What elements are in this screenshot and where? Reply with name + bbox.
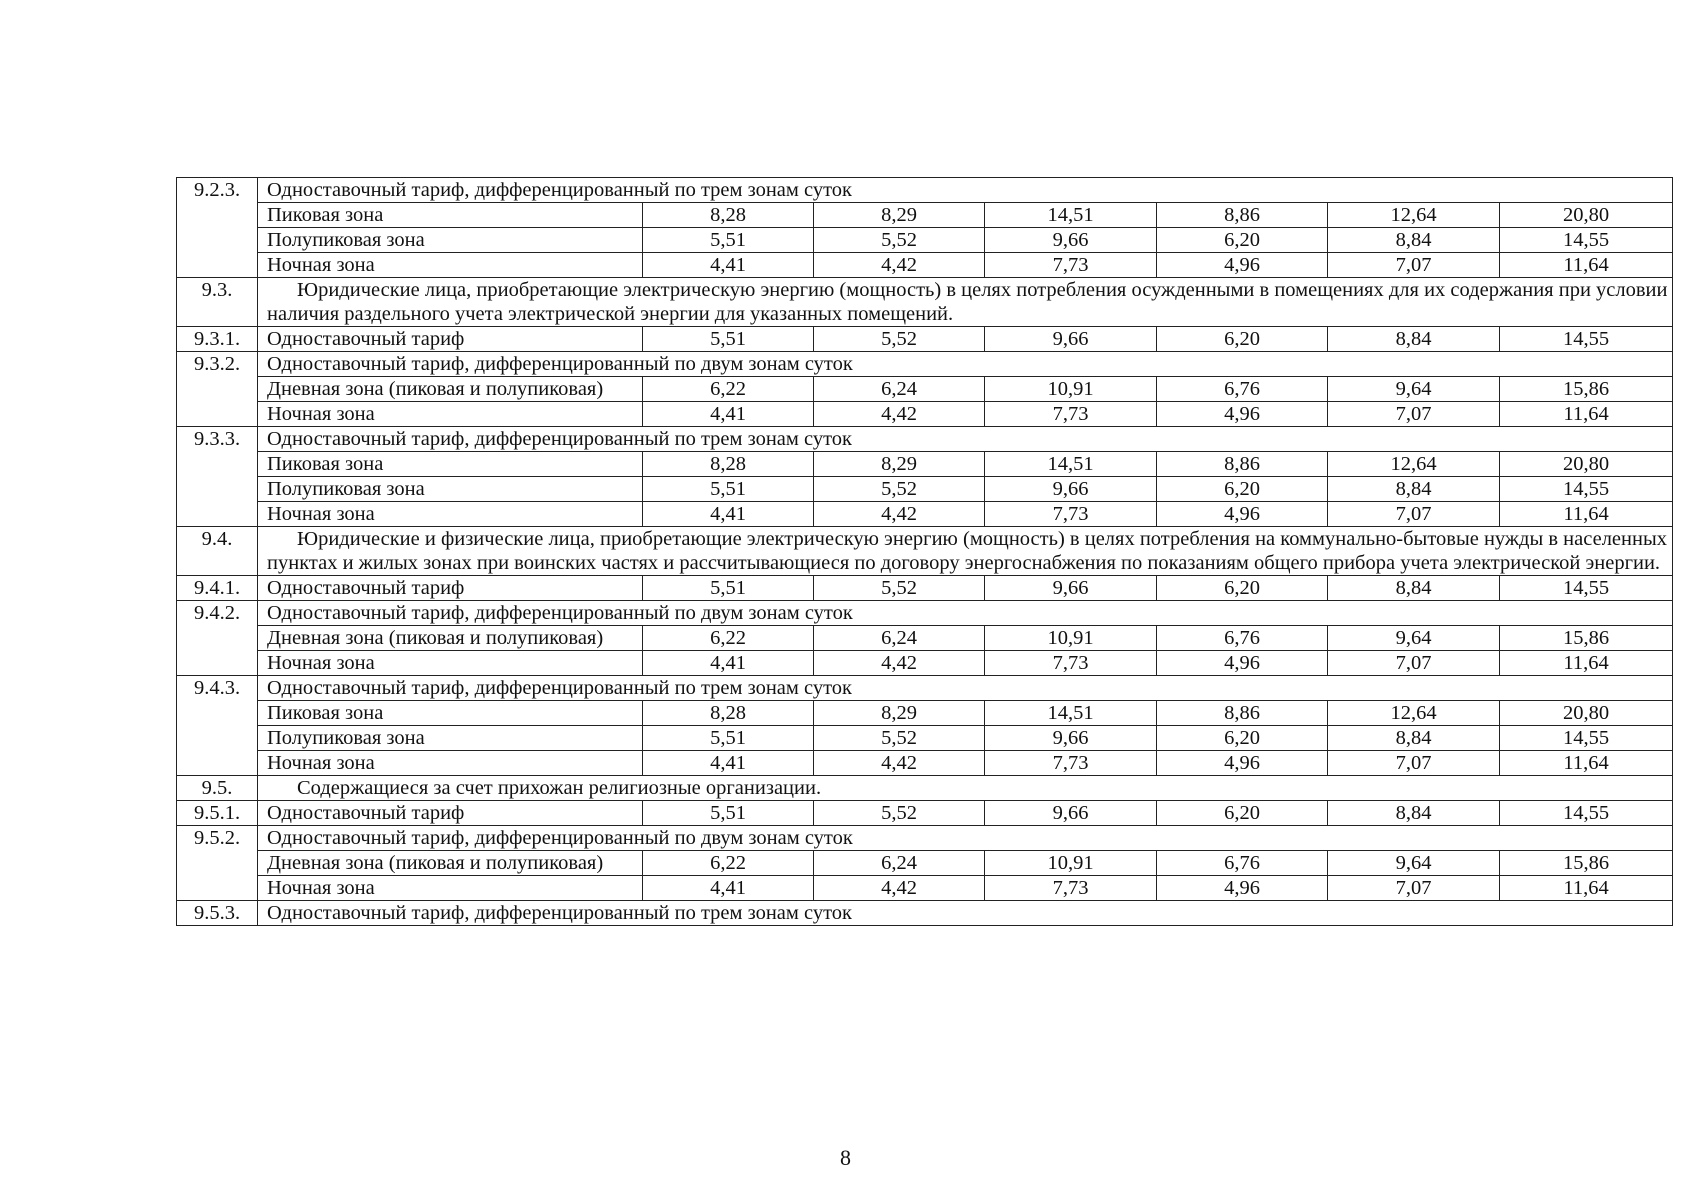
tariff-value: 7,07: [1328, 402, 1500, 427]
table-row: [177, 203, 1673, 228]
table-row: [177, 352, 1673, 377]
tariff-value: 8,86: [1157, 203, 1328, 228]
tariff-value: 4,96: [1157, 651, 1328, 676]
tariff-value: 6,76: [1157, 377, 1328, 402]
table-row: [177, 228, 1673, 253]
tariff-value: 12,64: [1328, 452, 1500, 477]
tariff-value: 5,51: [643, 228, 814, 253]
zone-label: Полупиковая зона: [258, 726, 643, 751]
zone-label: Полупиковая зона: [258, 477, 643, 502]
table-row: [177, 826, 1673, 851]
tariff-value: 4,96: [1157, 751, 1328, 776]
tariff-value: 8,28: [643, 452, 814, 477]
row-code: 9.4.3.: [177, 676, 258, 776]
table-row: [177, 726, 1673, 751]
tariff-value: 9,66: [985, 726, 1157, 751]
tariff-value: 6,24: [814, 851, 985, 876]
table-row: [177, 751, 1673, 776]
tariff-value: 11,64: [1500, 876, 1673, 901]
tariff-value: 4,41: [643, 502, 814, 527]
section-header: Одноставочный тариф, дифференцированный по двум зонам суток: [258, 601, 1673, 626]
table-row: [177, 377, 1673, 402]
tariff-value: 6,24: [814, 626, 985, 651]
table-row: [177, 701, 1673, 726]
tariff-value: 4,41: [643, 402, 814, 427]
row-code: 9.3.2.: [177, 352, 258, 427]
table-row: [177, 427, 1673, 452]
tariff-value: 14,55: [1500, 327, 1673, 352]
tariff-value: 14,51: [985, 203, 1157, 228]
row-code: 9.3.3.: [177, 427, 258, 527]
tariff-value: 7,73: [985, 402, 1157, 427]
tariff-value: 8,84: [1328, 477, 1500, 502]
tariff-value: 5,51: [643, 477, 814, 502]
table-row: [177, 253, 1673, 278]
tariff-value: 6,20: [1157, 801, 1328, 826]
tariff-value: 5,52: [814, 726, 985, 751]
zone-label: Ночная зона: [258, 253, 643, 278]
table-row: [177, 876, 1673, 901]
row-label: Одноставочный тариф: [258, 576, 643, 601]
tariff-value: 5,52: [814, 801, 985, 826]
tariff-value: 14,51: [985, 452, 1157, 477]
table-row: [177, 527, 1673, 576]
tariff-value: 11,64: [1500, 651, 1673, 676]
consumer-group-text: Содержащиеся за счет прихожан религиозные организации.: [297, 777, 822, 799]
tariff-value: 6,20: [1157, 228, 1328, 253]
tariff-value: 4,96: [1157, 253, 1328, 278]
tariff-value: 10,91: [985, 626, 1157, 651]
consumer-group-description: [258, 527, 1673, 576]
zone-label: Ночная зона: [258, 876, 643, 901]
table-row: [177, 278, 1673, 327]
tariff-value: 10,91: [985, 851, 1157, 876]
zone-label: Ночная зона: [258, 502, 643, 527]
tariff-value: 20,80: [1500, 701, 1673, 726]
tariff-table: [176, 177, 1673, 926]
tariff-value: 9,64: [1328, 851, 1500, 876]
tariff-value: 8,29: [814, 203, 985, 228]
row-label: Одноставочный тариф: [258, 327, 643, 352]
tariff-value: 7,07: [1328, 253, 1500, 278]
page-number: 8: [840, 1145, 851, 1170]
tariff-value: 6,22: [643, 377, 814, 402]
tariff-value: 4,42: [814, 876, 985, 901]
tariff-value: 15,86: [1500, 851, 1673, 876]
consumer-group-text: Юридические лица, приобретающие электрическую энергию (мощность) в целях потребления осужденными в помещениях для их содержания при условии наличия раздельного учета электрической энергии для указанных помещений.: [267, 279, 1668, 325]
zone-label: Пиковая зона: [258, 203, 643, 228]
zone-label: Пиковая зона: [258, 701, 643, 726]
tariff-value: 6,76: [1157, 626, 1328, 651]
table-row: [177, 576, 1673, 601]
tariff-value: 9,66: [985, 477, 1157, 502]
tariff-value: 8,29: [814, 701, 985, 726]
tariff-value: 14,55: [1500, 726, 1673, 751]
tariff-value: 9,66: [985, 228, 1157, 253]
row-code: 9.5.: [177, 776, 258, 801]
tariff-value: 20,80: [1500, 203, 1673, 228]
row-code: 9.4.1.: [177, 576, 258, 601]
tariff-value: 11,64: [1500, 253, 1673, 278]
table-row: [177, 801, 1673, 826]
section-header: Одноставочный тариф, дифференцированный по трем зонам суток: [258, 676, 1673, 701]
tariff-value: 11,64: [1500, 751, 1673, 776]
tariff-value: 7,07: [1328, 502, 1500, 527]
tariff-value: 8,86: [1157, 452, 1328, 477]
tariff-value: 6,22: [643, 626, 814, 651]
tariff-value: 7,73: [985, 751, 1157, 776]
row-code: 9.3.: [177, 278, 258, 327]
tariff-value: 9,66: [985, 327, 1157, 352]
tariff-value: 9,64: [1328, 377, 1500, 402]
tariff-value: 8,86: [1157, 701, 1328, 726]
tariff-value: 4,96: [1157, 876, 1328, 901]
tariff-value: 6,22: [643, 851, 814, 876]
tariff-value: 11,64: [1500, 502, 1673, 527]
section-header: Одноставочный тариф, дифференцированный по трем зонам суток: [258, 427, 1673, 452]
tariff-value: 5,52: [814, 477, 985, 502]
tariff-value: 7,07: [1328, 651, 1500, 676]
tariff-value: 7,73: [985, 502, 1157, 527]
tariff-value: 5,51: [643, 726, 814, 751]
row-code: 9.5.2.: [177, 826, 258, 901]
tariff-value: 8,28: [643, 203, 814, 228]
table-row: [177, 402, 1673, 427]
tariff-value: 4,41: [643, 651, 814, 676]
tariff-value: 14,51: [985, 701, 1157, 726]
tariff-value: 7,73: [985, 876, 1157, 901]
table-row: [177, 676, 1673, 701]
tariff-value: 5,52: [814, 576, 985, 601]
table-row: [177, 651, 1673, 676]
row-code: 9.5.3.: [177, 901, 258, 926]
zone-label: Полупиковая зона: [258, 228, 643, 253]
tariff-value: 8,84: [1328, 576, 1500, 601]
tariff-value: 4,42: [814, 502, 985, 527]
tariff-value: 20,80: [1500, 452, 1673, 477]
tariff-value: 4,41: [643, 751, 814, 776]
tariff-value: 4,42: [814, 402, 985, 427]
zone-label: Дневная зона (пиковая и полупиковая): [258, 626, 643, 651]
tariff-value: 15,86: [1500, 377, 1673, 402]
consumer-group-description: [258, 278, 1673, 327]
tariff-value: 6,24: [814, 377, 985, 402]
row-code: 9.3.1.: [177, 327, 258, 352]
tariff-value: 12,64: [1328, 203, 1500, 228]
tariff-value: 4,42: [814, 651, 985, 676]
tariff-value: 5,52: [814, 228, 985, 253]
consumer-group-description: [258, 776, 1673, 801]
table-row: [177, 452, 1673, 477]
consumer-group-text: Юридические и физические лица, приобретающие электрическую энергию (мощность) в целях потребления на коммунально-бытовые нужды в населенных пунктах и жилых зонах при воинских частях и рассчитывающиеся по договору энергоснабжения по показаниям общего прибора учета электрической энергии.: [267, 528, 1667, 574]
tariff-value: 6,20: [1157, 726, 1328, 751]
zone-label: Пиковая зона: [258, 452, 643, 477]
section-header: Одноставочный тариф, дифференцированный по трем зонам суток: [258, 178, 1673, 203]
table-row: [177, 901, 1673, 926]
table-row: [177, 178, 1673, 203]
tariff-value: 10,91: [985, 377, 1157, 402]
row-code: 9.2.3.: [177, 178, 258, 278]
tariff-value: 12,64: [1328, 701, 1500, 726]
row-label: Одноставочный тариф: [258, 801, 643, 826]
tariff-value: 14,55: [1500, 228, 1673, 253]
tariff-value: 14,55: [1500, 801, 1673, 826]
tariff-value: 9,64: [1328, 626, 1500, 651]
table-row: [177, 601, 1673, 626]
tariff-value: 6,20: [1157, 477, 1328, 502]
tariff-value: 8,29: [814, 452, 985, 477]
zone-label: Ночная зона: [258, 402, 643, 427]
tariff-value: 11,64: [1500, 402, 1673, 427]
table-row: [177, 626, 1673, 651]
row-code: 9.4.: [177, 527, 258, 576]
tariff-value: 8,84: [1328, 801, 1500, 826]
tariff-value: 5,51: [643, 801, 814, 826]
tariff-value: 5,51: [643, 576, 814, 601]
table-row: [177, 776, 1673, 801]
tariff-value: 9,66: [985, 801, 1157, 826]
tariff-value: 8,28: [643, 701, 814, 726]
row-code: 9.5.1.: [177, 801, 258, 826]
tariff-value: 4,96: [1157, 502, 1328, 527]
tariff-value: 6,20: [1157, 576, 1328, 601]
row-code: 9.4.2.: [177, 601, 258, 676]
table-row: [177, 477, 1673, 502]
tariff-value: 7,73: [985, 651, 1157, 676]
tariff-value: 8,84: [1328, 327, 1500, 352]
tariff-value: 4,96: [1157, 402, 1328, 427]
tariff-value: 4,41: [643, 876, 814, 901]
tariff-value: 14,55: [1500, 576, 1673, 601]
tariff-value: 7,07: [1328, 751, 1500, 776]
table-row: [177, 851, 1673, 876]
tariff-value: 5,51: [643, 327, 814, 352]
tariff-value: 4,42: [814, 253, 985, 278]
table-row: [177, 327, 1673, 352]
tariff-value: 4,42: [814, 751, 985, 776]
zone-label: Ночная зона: [258, 751, 643, 776]
tariff-value: 6,76: [1157, 851, 1328, 876]
table-row: [177, 502, 1673, 527]
tariff-value: 14,55: [1500, 477, 1673, 502]
section-header: Одноставочный тариф, дифференцированный по трем зонам суток: [258, 901, 1673, 926]
tariff-value: 6,20: [1157, 327, 1328, 352]
tariff-value: 7,07: [1328, 876, 1500, 901]
zone-label: Дневная зона (пиковая и полупиковая): [258, 377, 643, 402]
section-header: Одноставочный тариф, дифференцированный по двум зонам суток: [258, 826, 1673, 851]
tariff-value: 8,84: [1328, 726, 1500, 751]
tariff-value: 9,66: [985, 576, 1157, 601]
tariff-value: 8,84: [1328, 228, 1500, 253]
zone-label: Ночная зона: [258, 651, 643, 676]
tariff-value: 5,52: [814, 327, 985, 352]
zone-label: Дневная зона (пиковая и полупиковая): [258, 851, 643, 876]
section-header: Одноставочный тариф, дифференцированный по двум зонам суток: [258, 352, 1673, 377]
tariff-value: 4,41: [643, 253, 814, 278]
tariff-value: 7,73: [985, 253, 1157, 278]
tariff-value: 15,86: [1500, 626, 1673, 651]
